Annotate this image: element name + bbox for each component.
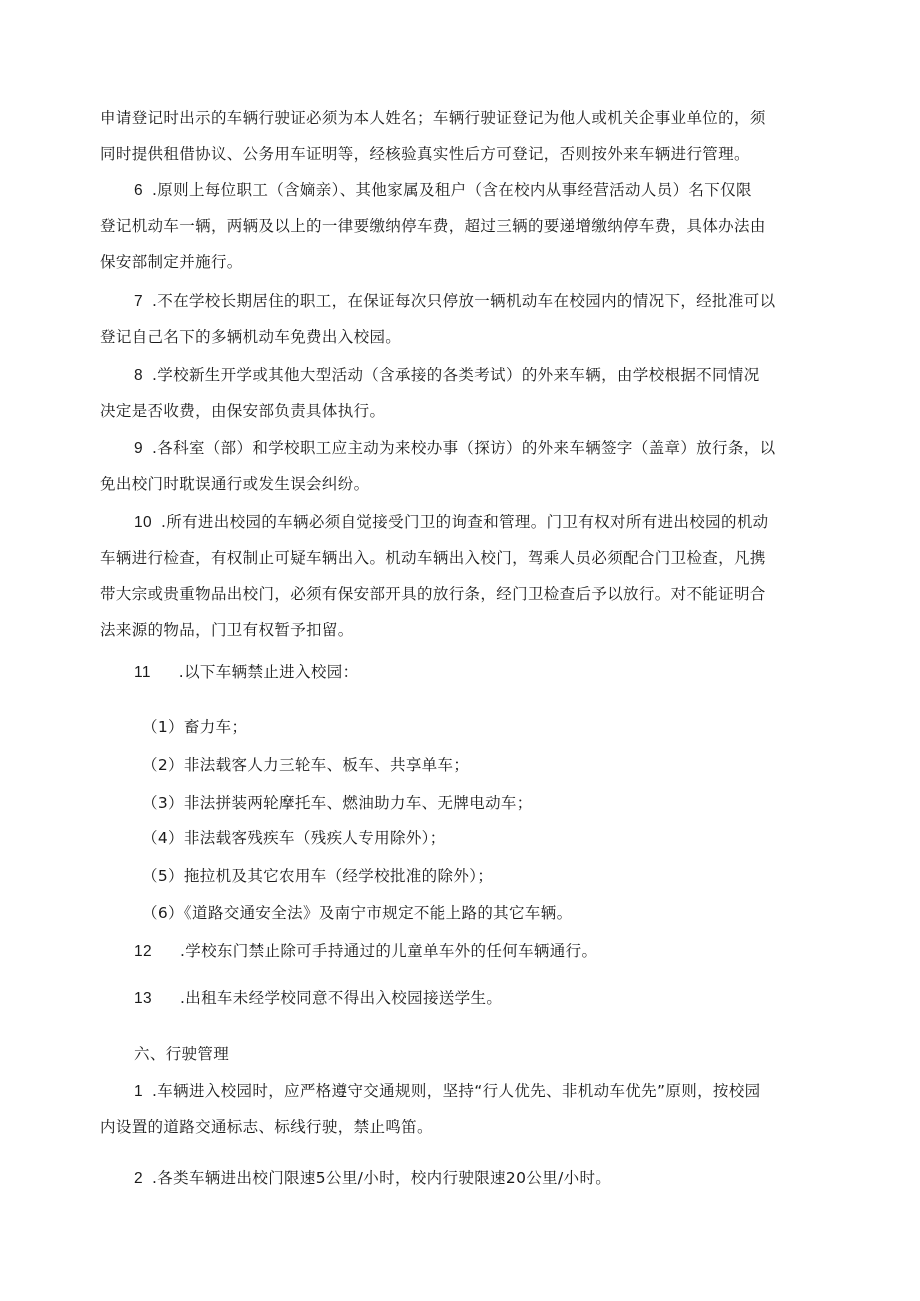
subitem-number: （2） — [142, 756, 184, 774]
item-number: 6 — [134, 182, 143, 199]
paragraph-line: 决定是否收费，由保安部负责具体执行。 — [100, 402, 386, 420]
item-number: 1 — [134, 1083, 143, 1100]
item-number: 10 — [134, 514, 152, 531]
item-text: .原则上每位职工（含嫡亲）、其他家属及租户（含在校内从事经营活动人员）名下仅限 — [151, 181, 752, 199]
item-13-line — [134, 988, 502, 1009]
item-text: .各科室（部）和学校职工应主动为来校办事（探访）的外来车辆签字（盖章）放行条，以 — [151, 439, 776, 457]
item-8-first-line — [134, 365, 760, 386]
item-6-first-line — [134, 180, 752, 201]
item-11-line — [134, 662, 358, 683]
paragraph-line: 同时提供租借协议、公务用车证明等，经核验真实性后方可登记，否则按外来车辆进行管理。 — [100, 145, 750, 163]
subitem-4 — [142, 828, 446, 848]
subitem-6 — [142, 903, 572, 923]
item-number: 7 — [134, 293, 143, 310]
subitem-number: （3） — [142, 794, 184, 812]
subitem-5 — [142, 866, 493, 886]
subitem-text: 非法拼装两轮摩托车、燃油助力车、无牌电动车； — [183, 794, 533, 812]
subitem-number: （5） — [142, 867, 184, 885]
item-number: 12 — [134, 943, 152, 960]
item-10-first-line — [134, 512, 769, 533]
item-number: 9 — [134, 440, 143, 457]
paragraph-line: 登记自己名下的多辆机动车免费出入校园。 — [100, 328, 402, 346]
section-heading: 六、行驶管理 — [134, 1045, 230, 1063]
subitem-1 — [142, 717, 247, 737]
item-number: 2 — [134, 1170, 143, 1187]
item-text: .不在学校长期居住的职工，在保证每次只停放一辆机动车在校园内的情况下，经批准可以 — [151, 292, 776, 310]
item-text: .车辆进入校园时，应严格遵守交通规则，坚持“行人优先、非机动车优先”原则，按校园 — [151, 1082, 761, 1100]
item-number: 13 — [134, 990, 152, 1007]
item-text: .各类车辆进出校门限速5公里/小时，校内行驶限速20公里/小时。 — [151, 1169, 612, 1187]
subitem-text: 《道路交通安全法》及南宁市规定不能上路的其它车辆。 — [183, 904, 573, 922]
item-number: 8 — [134, 367, 143, 384]
subitem-text: 畜力车； — [183, 718, 248, 736]
subitem-number: （4） — [142, 829, 184, 847]
item-number: 11 — [134, 664, 151, 681]
paragraph-line: 保安部制定并施行。 — [100, 253, 243, 271]
item-text: .以下车辆禁止进入校园： — [178, 663, 359, 681]
item-text: .出租车未经学校同意不得出入校园接送学生。 — [179, 989, 503, 1007]
section-6-item-2-line — [134, 1168, 611, 1189]
paragraph-line: 内设置的道路交通标志、标线行驶，禁止鸣笛。 — [100, 1118, 433, 1136]
paragraph-line: 登记机动车一辆，两辆及以上的一律要缴纳停车费，超过三辆的要递增缴纳停车费，具体办法由 — [100, 217, 766, 235]
item-text: .学校新生开学或其他大型活动（含承接的各类考试）的外来车辆，由学校根据不同情况 — [151, 366, 760, 384]
item-12-line — [134, 941, 597, 962]
subitem-text: 拖拉机及其它农用车（经学校批准的除外）； — [183, 867, 494, 885]
paragraph-line: 带大宗或贵重物品出校门，必须有保安部开具的放行条，经门卫检查后予以放行。对不能证明合 — [100, 585, 766, 603]
subitem-3 — [142, 793, 533, 813]
paragraph-line: 免出校门时耽误通行或发生误会纠纷。 — [100, 475, 370, 493]
item-text: .所有进出校园的车辆必须自觉接受门卫的询查和管理。门卫有权对所有进出校园的机动 — [160, 513, 769, 531]
paragraph-line: 法来源的物品，门卫有权暂予扣留。 — [100, 621, 354, 639]
subitem-number: （6） — [142, 904, 184, 922]
subitem-number: （1） — [142, 718, 184, 736]
item-9-first-line — [134, 438, 775, 459]
paragraph-line: 申请登记时出示的车辆行驶证必须为本人姓名；车辆行驶证登记为他人或机关企事业单位的，须 — [100, 109, 766, 127]
subitem-text: 非法载客人力三轮车、板车、共享单车； — [183, 756, 470, 774]
subitem-text: 非法载客残疾车（残疾人专用除外）； — [183, 829, 446, 847]
item-7-first-line — [134, 291, 775, 312]
item-text: .学校东门禁止除可手持通过的儿童单车外的任何车辆通行。 — [179, 942, 598, 960]
section-6-item-1-first-line — [134, 1081, 760, 1102]
paragraph-line: 车辆进行检查，有权制止可疑车辆出入。机动车辆出入校门，驾乘人员必须配合门卫检查，凡携 — [100, 549, 766, 567]
subitem-2 — [142, 755, 469, 775]
